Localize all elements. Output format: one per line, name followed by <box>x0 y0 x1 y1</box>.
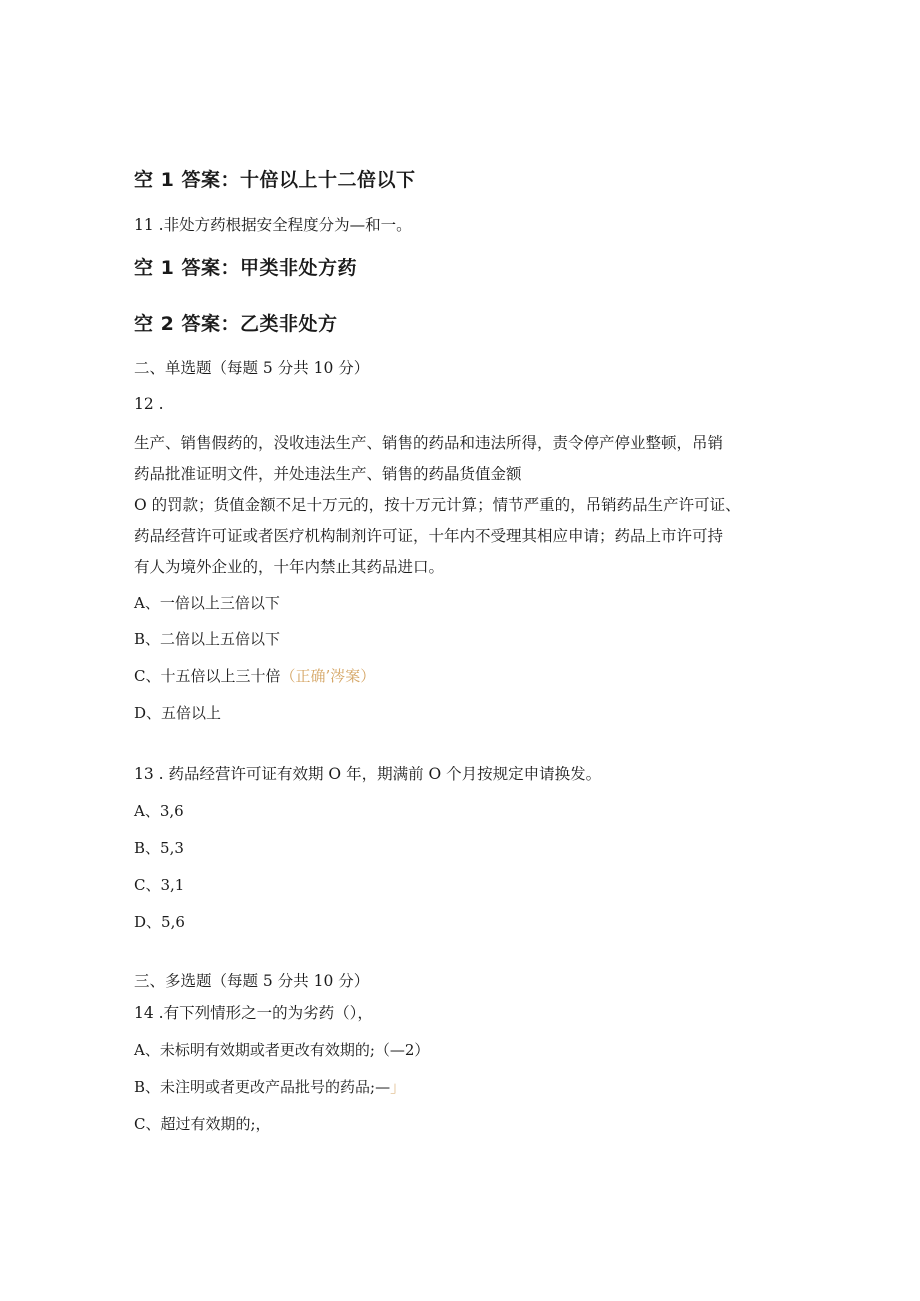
q12-option-c[interactable] <box>134 666 375 686</box>
answer-mark: 」 <box>390 1078 406 1096</box>
q14-option-a[interactable]: A、未标明有效期或者更改有效期的;（—2） <box>134 1041 430 1059</box>
q13-option-a[interactable]: A、3,6 <box>134 802 184 820</box>
q11-answer-blank-2: 空 2 答案：乙类非处方 <box>134 313 338 335</box>
q12-option-d[interactable]: D、五倍以上 <box>134 704 222 722</box>
q10-answer-blank-1: 空 1 答案：十倍以上十二倍以下 <box>134 169 416 191</box>
section-heading-single-choice: 二、单选题（每题 5 分共 10 分） <box>134 359 370 377</box>
q12-option-b[interactable]: B、二倍以上五倍以下 <box>134 630 281 648</box>
q12-question-body <box>134 428 814 583</box>
q13-option-b[interactable]: B、5,3 <box>134 839 184 857</box>
q11-question: 11 .非处方药根据安全程度分为—和一。 <box>134 216 412 234</box>
q12-question-line: 有人为境外企业的，十年内禁止其药品进口。 <box>134 558 445 576</box>
q12-option-c-label: C、十五倍以上三十倍 <box>134 667 281 685</box>
q11-answer-blank-1: 空 1 答案：甲类非处方药 <box>134 257 357 279</box>
q14-question: 14 .有下列情形之一的为劣药（）， <box>134 1004 373 1022</box>
q13-option-d[interactable]: D、5,6 <box>134 913 185 931</box>
q12-option-a[interactable]: A、一倍以上三倍以下 <box>134 594 280 612</box>
q12-question-line: 生产、销售假药的，没收违法生产、销售的药品和违法所得，责令停产停业整顿，吊销 <box>134 434 724 452</box>
q12-number: 12 . <box>134 395 164 413</box>
q14-option-c[interactable]: C、超过有效期的;， <box>134 1115 271 1133</box>
q13-question: 13 . 药品经营许可证有效期 O 年，期满前 O 个月按规定申请换发。 <box>134 765 602 783</box>
q12-question-line: O 的罚款；货值金额不足十万元的，按十万元计算；情节严重的，吊销药品生产许可证、 <box>134 496 741 514</box>
q12-question-line: 药品批准证明文件，并处违法生产、销售的药晶货值金额 <box>134 465 522 483</box>
section-heading-multiple-choice: 三、多选题（每题 5 分共 10 分） <box>134 972 370 990</box>
correct-answer-hint: （正确’涔案） <box>280 667 376 685</box>
q13-option-c[interactable]: C、3,1 <box>134 876 185 894</box>
q12-question-line: 药品经营许可证或者医疗机构制剂许可证，十年内不受理其相应申请；药品上市许可持 <box>134 527 724 545</box>
q14-option-b-label: B、未注明或者更改产品批号的药品;— <box>134 1078 391 1096</box>
q14-option-b[interactable] <box>134 1077 405 1097</box>
